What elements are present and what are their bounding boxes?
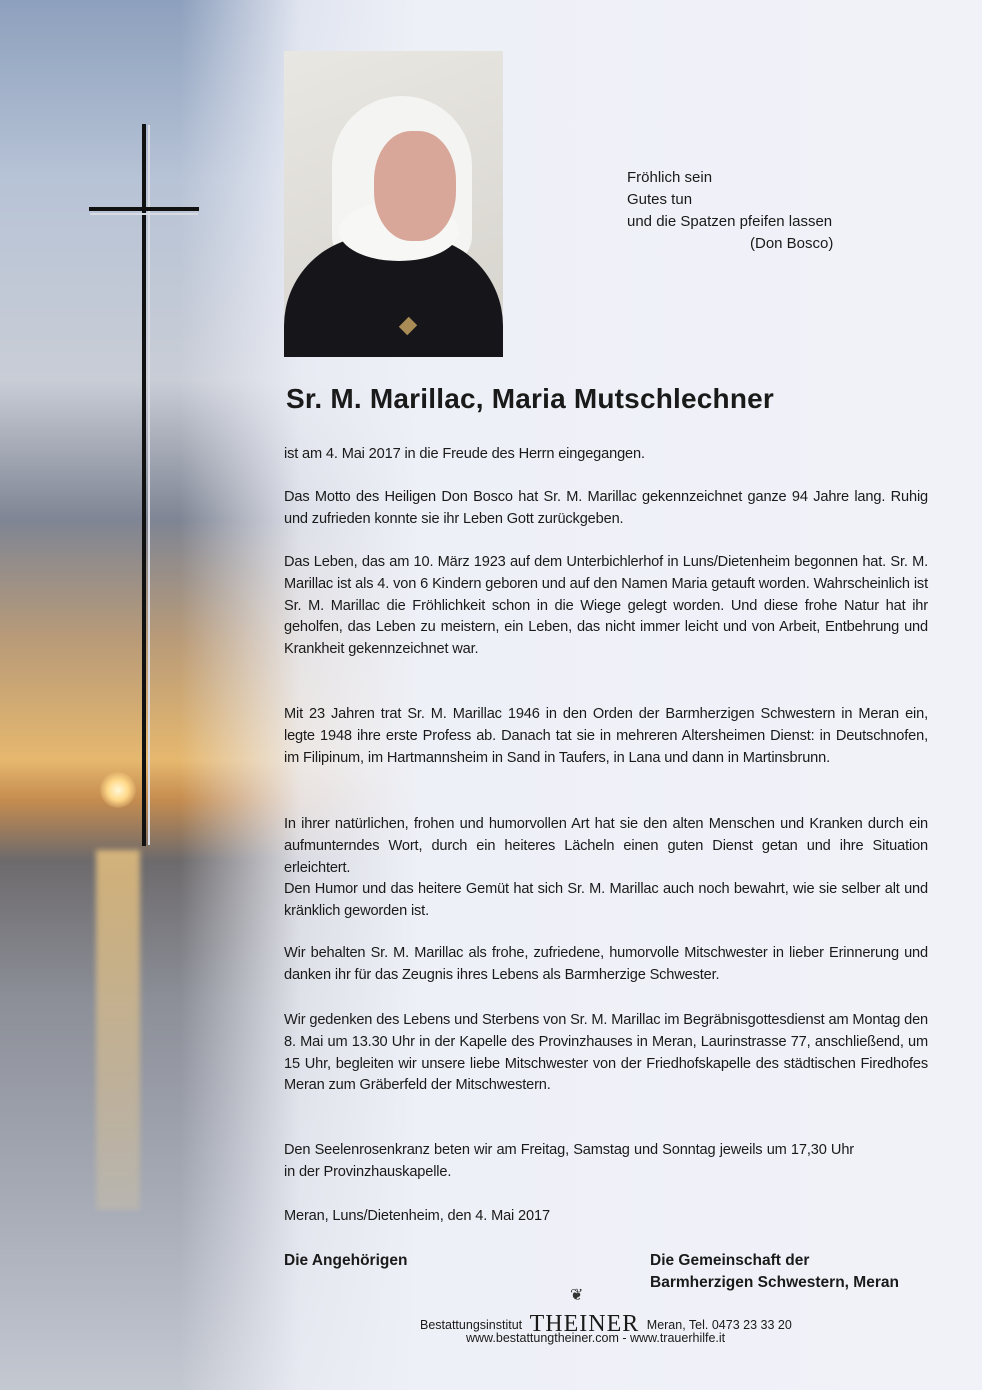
funeral-home-logo: THEINER (529, 1311, 640, 1337)
funeral-home-urls: www.bestattungtheiner.com - www.trauerhilfe.it (466, 1331, 726, 1345)
cross-icon-bar (89, 207, 199, 211)
place-date: Meran, Luns/Dietenheim, den 4. Mai 2017 (284, 1208, 550, 1224)
quote-source: (Don Bosco) (750, 235, 834, 252)
paragraph: Den Humor und das heitere Gemüt hat sich Sr. M. Marillac auch noch bewahrt, wie sie selber alt und kränklich geworden ist. (284, 881, 928, 919)
signature-community (650, 1250, 899, 1294)
paragraph: Den Seelenrosenkranz beten wir am Freitag, Samstag und Sonntag jeweils um 17,30 Uhr in der Provinzhauskapelle. (284, 1142, 854, 1180)
paragraph: In ihrer natürlichen, frohen und humorvollen Art hat sie den alten Menschen und Kranken durch ein aufmunterndes Wort, durch ein heiteres Lächeln einen guten Dienst getan und ihre Situation erleichtert. (284, 816, 928, 876)
funeral-home-contact: Meran, Tel. 0473 23 33 20 (646, 1318, 792, 1332)
portrait-photo (284, 51, 503, 357)
quote (627, 167, 833, 255)
paragraph: Wir gedenken des Lebens und Sterbens von Sr. M. Marillac im Begräbnisgottesdienst am Montag den 8. Mai um 13.30 Uhr in der Kapelle des Provinzhauses in Meran, Laurinstrasse 77, anschließend, um 15 Uhr, begleiten wir unsere liebe Mitschwester von der Friedhofskapelle des städtischen Firedhofes Meran zum Gräberfeld der Mitschwestern. (284, 1012, 928, 1094)
deceased-name: Sr. M. Marillac, Maria Mutschlechner (286, 383, 775, 414)
quote-line: Gutes tun (627, 191, 693, 208)
tree-logo-icon: ❦ (570, 1287, 584, 1304)
signature-family: Die Angehörigen (284, 1252, 408, 1269)
sunset-sun (100, 772, 136, 808)
paragraph: Mit 23 Jahren trat Sr. M. Marillac 1946 in den Orden der Barmherzigen Schwestern in Meran ein, legte 1948 ihre erste Profess ab. Danach tat sie in mehreren Altersheimen Dienst: in Deutschnofen, im Filipinum, im Hartmannsheim in Sand in Taufers, in Lana und dann in Martinsbrunn. (284, 706, 928, 766)
paragraph: Das Motto des Heiligen Don Bosco hat Sr. M. Marillac gekennzeichnet ganze 94 Jahre lang. Ruhig und zufrieden konnte sie ihr Leben Gott zurückgeben. (284, 489, 928, 527)
signature-line: Die Gemeinschaft der (650, 1252, 810, 1269)
quote-line: und die Spatzen pfeifen lassen (627, 213, 833, 230)
signature-line: Barmherzigen Schwestern, Meran (650, 1274, 899, 1291)
quote-line: Fröhlich sein (627, 169, 713, 186)
cross-icon (142, 124, 146, 846)
paragraph: ist am 4. Mai 2017 in die Freude des Herrn eingegangen. (284, 446, 645, 462)
paragraph: Wir behalten Sr. M. Marillac als frohe, zufriedene, humorvolle Mitschwester in lieber Erinnerung und danken ihr für das Zeugnis ihres Lebens als Barmherzige Schwester. (284, 945, 928, 983)
paragraph: Das Leben, das am 10. März 1923 auf dem Unterbichlerhof in Luns/Dietenheim begonnen hat. Sr. M. Marillac ist als 4. von 6 Kindern geboren und auf den Namen Maria getauft worden. Wahrscheinlich ist Sr. M. Marillac die Fröhlichkeit schon in die Wiege gelegt worden. Und diese frohe Natur hat ihr geholfen, das Leben zu meistern, ein Leben, das nicht immer leicht und von Arbeit, Entbehrung und Krankheit gekennzeichnet war. (284, 554, 928, 658)
funeral-home-prefix: Bestattungsinstitut (420, 1318, 523, 1332)
sun-reflection (96, 850, 140, 1210)
